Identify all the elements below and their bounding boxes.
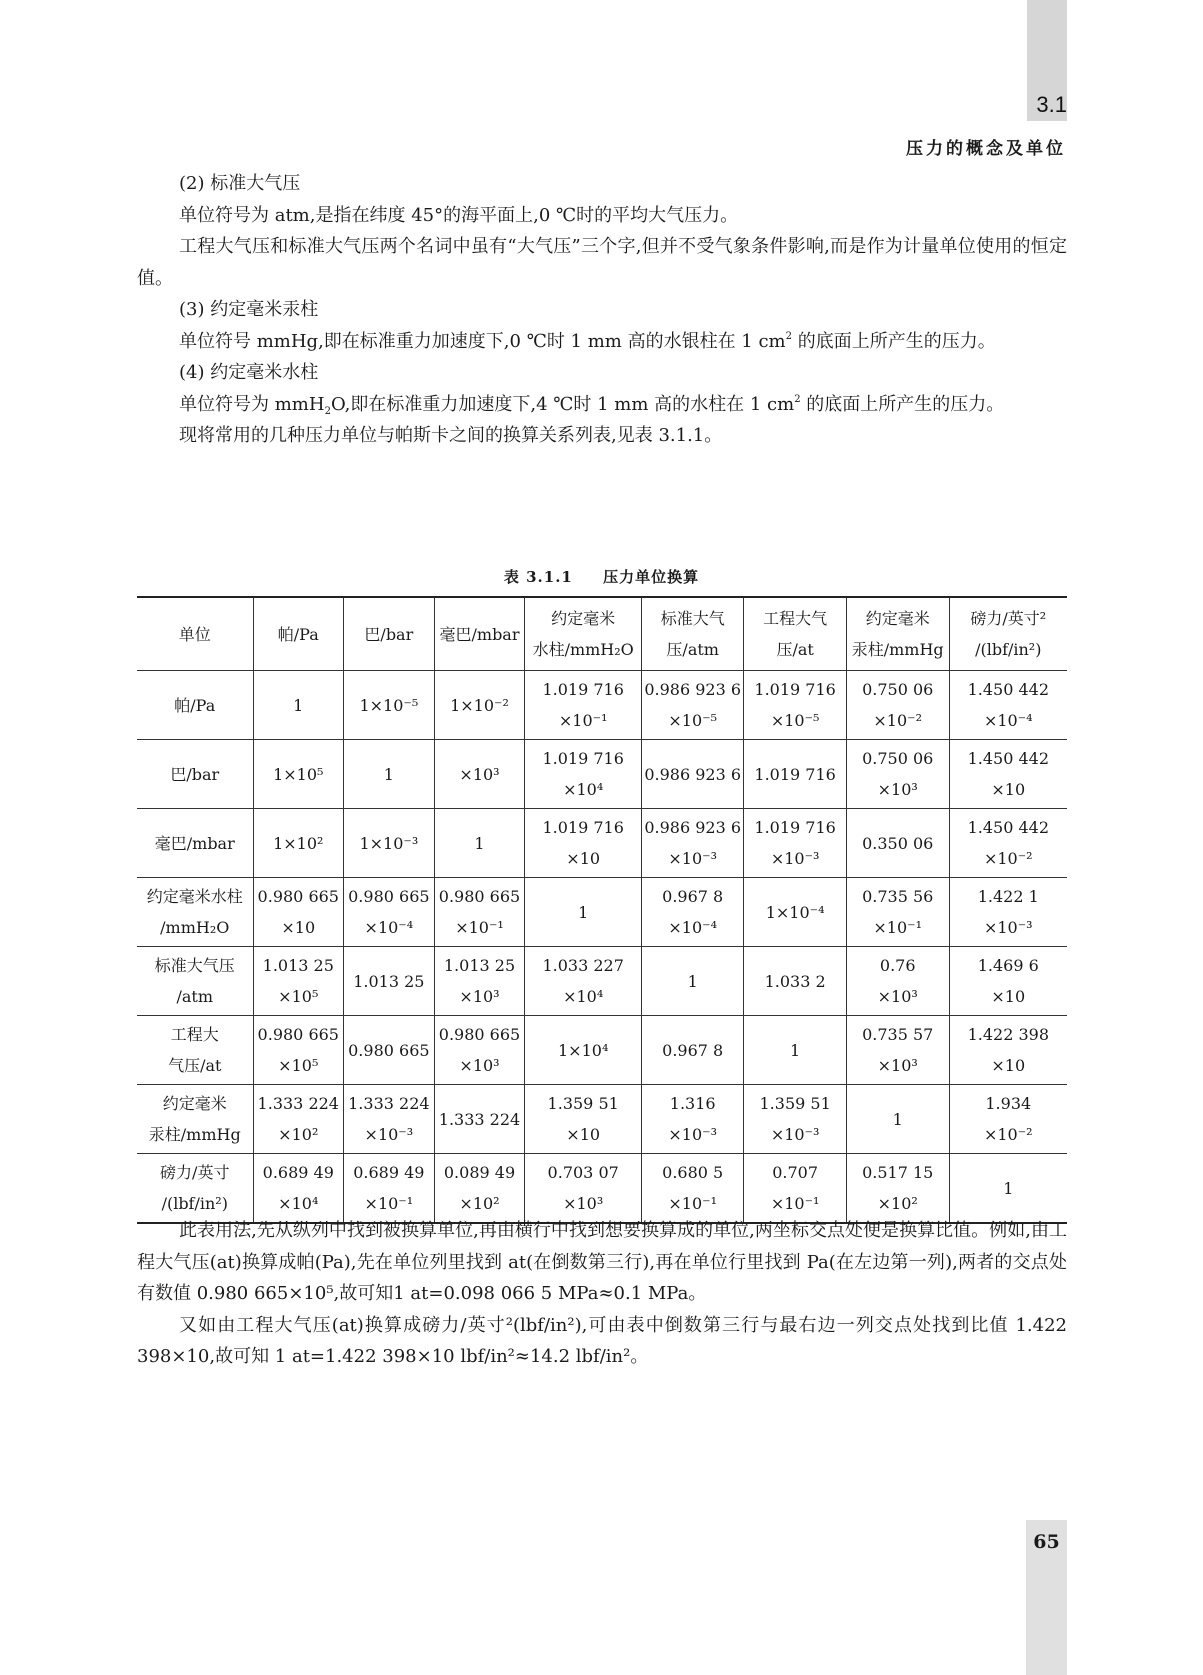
cell-line: ×10⁻¹ [364, 1194, 414, 1213]
cell-line: ×10⁻³ [668, 849, 717, 868]
table-cell [642, 671, 744, 740]
cell-line: ×10⁻² [983, 849, 1033, 868]
cell-line: 0.980 665 [438, 1025, 521, 1044]
table-cell [642, 740, 744, 809]
cell-line: 1 [578, 902, 589, 922]
column-header [642, 597, 744, 671]
cell-line: 1 [383, 764, 394, 784]
superscript: 2 [785, 330, 793, 342]
table-cell [642, 878, 744, 947]
row-header-unit [137, 809, 253, 878]
cell-line: ×10³ [877, 780, 918, 799]
table-cell [434, 1154, 525, 1224]
header-line: 约定毫米 [551, 609, 616, 628]
cell-line: ×10⁻⁴ [668, 918, 717, 937]
row-header-unit [137, 947, 253, 1016]
subheading-mmhg: (3) 约定毫米汞柱 [179, 299, 319, 320]
cell-line: 1.019 716 [542, 818, 624, 837]
table-cell [253, 947, 344, 1016]
table-cell [846, 878, 949, 947]
cell-line: 1×10⁻² [450, 695, 509, 715]
unit-line: /atm [176, 987, 214, 1006]
subscript: 2 [324, 405, 331, 417]
table-cell [744, 878, 846, 947]
table-cell [846, 1085, 949, 1154]
section-number: 3.1 [1036, 92, 1067, 117]
cell-line: ×10 [566, 849, 601, 868]
header-line: 单位 [178, 624, 211, 644]
cell-line: ×10⁻³ [983, 918, 1033, 937]
table-cell [253, 1154, 344, 1224]
cell-line: 1×10⁻⁴ [765, 902, 825, 922]
paragraph: 此表用法,先从纵列中找到被换算单位,再由横行中找到想要换算成的单位,两坐标交点处便是换算比值。例如,由工程大气压(at)换算成帕(Pa),先在单位列里找到 at(在倒数第三行),再在单位行里找到 Pa(在左边第一列),两者的交点处有数值 0.980 665×10⁵,故可知1 at=0.098 066 5 MPa≈0.1 MPa。 [137, 1220, 1067, 1304]
table-cell [344, 1016, 435, 1085]
text-run: 的底面上所产生的压力。 [800, 393, 1005, 415]
table-body [137, 671, 1067, 1224]
cell-line: ×10⁻⁴ [364, 918, 414, 937]
cell-line: 1×10⁻³ [359, 833, 419, 853]
table-cell [525, 1016, 642, 1085]
header-line: 约定毫米 [865, 609, 930, 628]
cell-line: ×10³ [877, 1056, 918, 1075]
cell-line: ×10³ [459, 764, 500, 784]
cell-line: 1.333 224 [438, 1109, 521, 1129]
row-header-unit [137, 1154, 253, 1224]
cell-line: 1×10⁻⁵ [359, 695, 419, 715]
cell-line: ×10⁻⁴ [983, 711, 1033, 730]
table-cell [744, 1154, 846, 1224]
cell-line: 0.76 [879, 956, 916, 975]
cell-line: 0.350 06 [862, 833, 934, 853]
cell-line: ×10 [991, 780, 1026, 799]
table-cell [253, 1085, 344, 1154]
cell-line: 1 [892, 1109, 903, 1129]
cell-line: 1.316 [669, 1094, 716, 1113]
table-caption-number: 表 3.1.1 [503, 568, 573, 586]
cell-line: 0.689 49 [262, 1163, 334, 1182]
cell-line: 0.750 06 [862, 749, 934, 768]
row-header-unit [137, 1085, 253, 1154]
text-run: O,即在标准重力加速度下,4 ℃时 1 mm 高的水柱在 1 cm [330, 393, 795, 415]
cell-line: ×10² [278, 1125, 319, 1144]
cell-line: 1 [1003, 1178, 1014, 1198]
column-header [846, 597, 949, 671]
unit-line: 工程大 [170, 1025, 219, 1044]
cell-line: 1.019 716 [754, 764, 836, 784]
table-cell [525, 1085, 642, 1154]
unit-line: 磅力/英寸 [160, 1163, 230, 1182]
section-title: 压力的概念及单位 [906, 139, 1066, 159]
header-line: 水柱/mmH₂O [532, 640, 634, 659]
cell-line: 1×10⁵ [273, 764, 324, 784]
cell-line: 1.033 2 [764, 971, 826, 991]
table-cell [846, 947, 949, 1016]
table-cell [525, 1154, 642, 1224]
cell-line: ×10² [459, 1194, 500, 1213]
header-line: 标准大气 [660, 609, 725, 628]
table-cell [434, 1085, 525, 1154]
cell-line: 1.019 716 [754, 818, 836, 837]
cell-line: 1.013 25 [262, 956, 334, 975]
cell-line: 0.986 923 6 [644, 764, 742, 784]
cell-line: ×10⁻¹ [770, 1194, 820, 1213]
unit-line: 巴/bar [170, 764, 220, 784]
table-cell [434, 947, 525, 1016]
cell-line: ×10⁴ [563, 780, 604, 799]
table-cell [344, 1154, 435, 1224]
unit-line: 帕/Pa [174, 695, 216, 715]
cell-line: 1 [293, 695, 304, 715]
cell-line: 0.986 923 6 [644, 818, 742, 837]
cell-line: 1×10⁴ [558, 1040, 609, 1060]
header-line: /(lbf/in²) [975, 640, 1042, 659]
column-header [744, 597, 846, 671]
cell-line: 0.703 07 [547, 1163, 619, 1182]
table-row [137, 671, 1067, 740]
column-header-unit [137, 597, 253, 671]
cell-line: ×10⁻² [983, 1125, 1033, 1144]
table-cell [846, 809, 949, 878]
table-cell [434, 809, 525, 878]
cell-line: 1.422 1 [977, 887, 1039, 906]
cell-line: ×10³ [877, 987, 918, 1006]
pressure-conversion-table [137, 596, 1067, 1224]
column-header [253, 597, 344, 671]
cell-line: ×10⁻³ [770, 1125, 820, 1144]
table-cell [744, 1016, 846, 1085]
cell-line: ×10⁵ [278, 1056, 319, 1075]
table-cell [642, 1085, 744, 1154]
cell-line: 0.980 665 [257, 1025, 339, 1044]
cell-line: ×10⁻³ [770, 849, 820, 868]
cell-line: ×10 [281, 918, 316, 937]
column-header [434, 597, 525, 671]
cell-line: ×10 [991, 1056, 1026, 1075]
cell-line: 0.986 923 6 [644, 680, 742, 699]
cell-line: 0.089 49 [443, 1163, 516, 1182]
table-cell [344, 740, 435, 809]
header-line: 帕/Pa [277, 624, 319, 644]
table-cell [434, 878, 525, 947]
column-header [949, 597, 1067, 671]
table-row [137, 740, 1067, 809]
cell-line: 1×10² [273, 833, 324, 853]
header-line: 毫巴/mbar [439, 624, 520, 644]
cell-line: 0.967 8 [662, 887, 724, 906]
cell-line: 1.013 25 [353, 971, 425, 991]
table-cell [253, 1016, 344, 1085]
header-line: 巴/bar [364, 624, 414, 644]
cell-line: 0.980 665 [348, 887, 430, 906]
cell-line: 0.750 06 [862, 680, 934, 699]
table-cell [344, 947, 435, 1016]
cell-line: 1.422 398 [967, 1025, 1049, 1044]
cell-line: ×10⁻¹ [873, 918, 923, 937]
table-cell [949, 671, 1067, 740]
table-cell [949, 947, 1067, 1016]
table-cell [744, 671, 846, 740]
body-text-bottom [137, 1215, 1067, 1373]
text-run: 单位符号 mmHg,即在标准重力加速度下,0 ℃时 1 mm 高的水银柱在 1 cm [179, 330, 786, 352]
table-cell [744, 947, 846, 1016]
table-cell [949, 1085, 1067, 1154]
cell-line: 1.033 227 [542, 956, 624, 975]
cell-line: 1.359 51 [547, 1094, 619, 1113]
header-line: 压/at [776, 640, 814, 659]
table-cell [744, 740, 846, 809]
table-cell [344, 1085, 435, 1154]
paragraph [137, 389, 1067, 421]
table-cell [949, 809, 1067, 878]
table-row [137, 947, 1067, 1016]
table-row [137, 1154, 1067, 1224]
table-cell [642, 1016, 744, 1085]
table-cell [253, 809, 344, 878]
cell-line: ×10 [991, 987, 1026, 1006]
cell-line: ×10³ [563, 1194, 604, 1213]
cell-line: 1.450 442 [967, 680, 1049, 699]
cell-line: 1.013 25 [443, 956, 516, 975]
paragraph: 又如由工程大气压(at)换算成磅力/英寸²(lbf/in²),可由表中倒数第三行与最右边一列交点处找到比值 1.422 398×10,故可知 1 at=1.422 398×10 lbf/in²≈14.2 lbf/in²。 [137, 1314, 1067, 1367]
cell-line: 0.517 15 [862, 1163, 934, 1182]
table-cell [253, 671, 344, 740]
cell-line: ×10³ [459, 1056, 500, 1075]
table-cell [434, 1016, 525, 1085]
paragraph: 单位符号为 atm,是指在纬度 45°的海平面上,0 ℃时的平均大气压力。 [179, 204, 739, 226]
table-caption [0, 566, 1203, 587]
cell-line: 1.333 224 [257, 1094, 339, 1113]
subheading-standard-atm: (2) 标准大气压 [179, 173, 301, 194]
table-cell [344, 671, 435, 740]
cell-line: 0.980 665 [257, 887, 339, 906]
table-cell [744, 1085, 846, 1154]
cell-line: ×10⁻³ [364, 1125, 414, 1144]
cell-line: ×10⁻⁵ [770, 711, 820, 730]
column-header [344, 597, 435, 671]
cell-line: ×10⁻² [873, 711, 923, 730]
table-row [137, 1085, 1067, 1154]
cell-line: ×10² [877, 1194, 918, 1213]
table-cell [846, 1016, 949, 1085]
table-cell [846, 1154, 949, 1224]
table-header-row [137, 597, 1067, 671]
cell-line: 0.980 665 [438, 887, 521, 906]
table-cell [525, 878, 642, 947]
cell-line: 1.450 442 [967, 818, 1049, 837]
paragraph [137, 326, 1067, 358]
table-cell [434, 740, 525, 809]
row-header-unit [137, 878, 253, 947]
page-number: 65 [1033, 1531, 1060, 1553]
cell-line: ×10 [566, 1125, 601, 1144]
cell-line: ×10⁻⁵ [668, 711, 717, 730]
table-caption-title: 压力单位换算 [603, 568, 700, 586]
header-line: 磅力/英寸² [970, 609, 1047, 628]
table-cell [525, 947, 642, 1016]
cell-line: 1.333 224 [348, 1094, 430, 1113]
subheading-mmh2o: (4) 约定毫米水柱 [179, 362, 319, 383]
cell-line: 0.689 49 [353, 1163, 425, 1182]
cell-line: 0.967 8 [662, 1040, 724, 1060]
cell-line: 1.019 716 [542, 680, 624, 699]
row-header-unit [137, 671, 253, 740]
table-cell [642, 947, 744, 1016]
unit-line: 汞柱/mmHg [148, 1125, 241, 1144]
text-run: 的底面上所产生的压力。 [792, 330, 996, 352]
table-cell [434, 671, 525, 740]
header-line: 汞柱/mmHg [851, 640, 944, 659]
paragraph: 工程大气压和标准大气压两个名词中虽有“大气压”三个字,但并不受气象条件影响,而是作为计量单位使用的恒定值。 [137, 236, 1067, 289]
table-cell [846, 740, 949, 809]
header-line: 压/atm [666, 640, 719, 659]
table-cell [949, 1016, 1067, 1085]
cell-line: ×10⁴ [278, 1194, 319, 1213]
unit-line: 标准大气压 [154, 956, 235, 975]
table-cell [642, 809, 744, 878]
cell-line: ×10⁻¹ [558, 711, 608, 730]
table-cell [525, 671, 642, 740]
cell-line: 1.450 442 [967, 749, 1049, 768]
unit-line: 约定毫米水柱 [146, 887, 243, 906]
cell-line: 0.735 56 [862, 887, 934, 906]
text-run: 单位符号为 mmH [179, 393, 325, 415]
table-row [137, 1016, 1067, 1085]
header-line: 工程大气 [763, 609, 828, 628]
cell-line: ×10⁻³ [668, 1125, 717, 1144]
table-cell [525, 740, 642, 809]
row-header-unit [137, 740, 253, 809]
unit-line: 约定毫米 [162, 1094, 227, 1113]
column-header [525, 597, 642, 671]
table-cell [744, 809, 846, 878]
table-cell [949, 1154, 1067, 1224]
table-cell [642, 1154, 744, 1224]
table-cell [253, 878, 344, 947]
superscript: 2 [794, 393, 801, 405]
cell-line: 1 [790, 1040, 801, 1060]
cell-line: ×10⁴ [563, 987, 604, 1006]
table-cell [846, 671, 949, 740]
unit-line: /mmH₂O [160, 918, 230, 937]
cell-line: 0.707 [772, 1163, 819, 1182]
cell-line: ×10⁵ [278, 987, 319, 1006]
table-cell [344, 809, 435, 878]
unit-line: 毫巴/mbar [154, 833, 235, 853]
table-row [137, 878, 1067, 947]
cell-line: 0.680 5 [662, 1163, 724, 1182]
cell-line: 1.359 51 [759, 1094, 831, 1113]
cell-line: 1.469 6 [977, 956, 1039, 975]
cell-line: ×10⁻¹ [668, 1194, 717, 1213]
cell-line: 1.019 716 [754, 680, 836, 699]
table-cell [344, 878, 435, 947]
cell-line: 0.735 57 [862, 1025, 934, 1044]
table-cell [949, 878, 1067, 947]
body-text-top [137, 168, 1067, 452]
cell-line: ×10⁻¹ [455, 918, 504, 937]
unit-line: /(lbf/in²) [161, 1194, 228, 1213]
row-header-unit [137, 1016, 253, 1085]
paragraph: 现将常用的几种压力单位与帕斯卡之间的换算关系列表,见表 3.1.1。 [179, 425, 723, 446]
unit-line: 气压/at [168, 1056, 222, 1075]
cell-line: ×10³ [459, 987, 500, 1006]
table-row [137, 809, 1067, 878]
table-cell [949, 740, 1067, 809]
cell-line: 1.019 716 [542, 749, 624, 768]
cell-line: 0.980 665 [348, 1040, 430, 1060]
cell-line: 1 [687, 971, 698, 991]
table-cell [525, 809, 642, 878]
table-cell [253, 740, 344, 809]
cell-line: 1 [474, 833, 485, 853]
cell-line: 1.934 [985, 1094, 1032, 1113]
